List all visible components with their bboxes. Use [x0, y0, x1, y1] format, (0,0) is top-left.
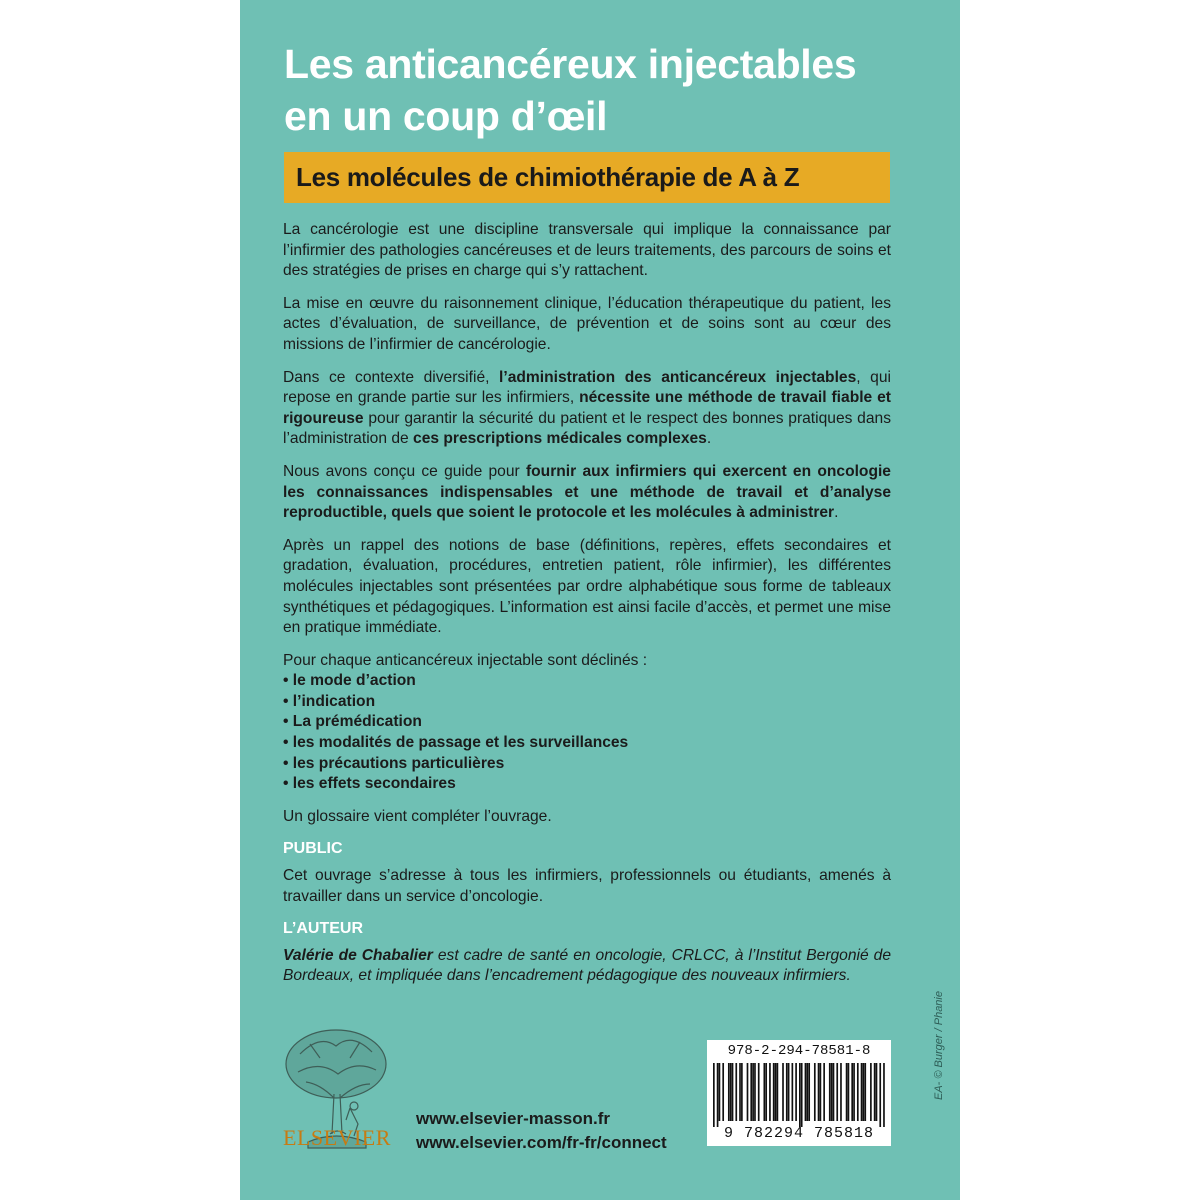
paragraph-2: La mise en œuvre du raisonnement clinique, l’éducation thérapeutique du patient, les actes d’évaluation, de surveillance, de prévention et de soins sont au cœur des missions de l’infirmier de cancérologie.: [283, 294, 891, 353]
barcode-bar: [763, 1063, 765, 1121]
barcode-bar: [820, 1063, 822, 1121]
barcode-bar: [836, 1063, 838, 1121]
book-title: [284, 38, 924, 142]
book-title-line1: Les anticancéreux injectables: [284, 41, 857, 87]
barcode-bar: [876, 1063, 878, 1121]
barcode-bar: [732, 1063, 734, 1121]
subtitle-band: [284, 152, 890, 203]
barcode-bar: [823, 1063, 825, 1121]
barcode-bar: [883, 1063, 885, 1127]
barcode-bar: [864, 1063, 866, 1121]
author-name: Valérie de Chabalier: [283, 946, 433, 964]
description: [283, 220, 891, 999]
paragraph-5: Après un rappel des notions de base (définitions, repères, effets secondaires et gradation, évaluation, procédures, entretien patient, rôle infirmier), les différentes molécules injectables sont présentées par ordre alphabétique sous forme de tableaux synthétiques et pédagogiques. L’information est ainsi facile d’accès, et permet une mise en pratique immédiate.: [283, 536, 891, 637]
feature-list: [283, 671, 891, 795]
list-intro: Pour chaque anticancéreux injectable sont déclinés :: [283, 651, 648, 669]
barcode-bar: [829, 1063, 831, 1121]
barcode-bar: [808, 1063, 810, 1121]
barcode-bar: [754, 1063, 756, 1121]
barcode-bar: [848, 1063, 850, 1121]
barcode-bar: [799, 1063, 801, 1127]
glossary-note: Un glossaire vient compléter l’ouvrage.: [283, 807, 552, 825]
book-subtitle: Les molécules de chimiothérapie de A à Z: [296, 162, 800, 192]
barcode-bar: [717, 1063, 719, 1127]
barcode-bar: [851, 1063, 853, 1121]
list-item: • les effets secondaires: [283, 775, 456, 793]
barcode-bar: [792, 1063, 794, 1121]
barcode-bar: [805, 1063, 807, 1121]
barcode-bar: [863, 1063, 865, 1121]
url-link[interactable]: www.elsevier.com/fr-fr/connect: [416, 1133, 667, 1152]
barcode-bar: [722, 1063, 724, 1121]
barcode-bar: [782, 1063, 784, 1121]
barcode-bar: [831, 1063, 833, 1121]
list-item: • l’indication: [283, 692, 376, 710]
text-run: Nous avons conçu ce guide pour: [283, 462, 526, 480]
isbn-number: 978-2-294-78581-8: [727, 1043, 871, 1059]
barcode-bar: [750, 1063, 752, 1121]
barcode-bar: [861, 1063, 863, 1121]
paragraph-4: [283, 462, 891, 524]
barcode-bar: [713, 1063, 715, 1127]
barcode-bar: [879, 1063, 881, 1127]
list-item: • La prémédication: [283, 713, 422, 731]
author-heading: L’AUTEUR: [283, 920, 363, 938]
author-text: [283, 946, 891, 987]
barcode-bar: [801, 1063, 803, 1127]
barcode: [707, 1040, 891, 1146]
barcode-bar: [769, 1063, 771, 1121]
barcode-bar: [752, 1063, 754, 1121]
list-item: • le mode d’action: [283, 672, 416, 690]
text-run: , qui repose en grande partie sur les infirmiers,: [283, 368, 891, 407]
barcode-bar: [833, 1063, 835, 1121]
paragraph-3: [283, 368, 891, 450]
barcode-bar: [765, 1063, 767, 1121]
barcode-bar: [788, 1063, 790, 1121]
barcode-bar: [739, 1063, 741, 1121]
barcode-bar: [874, 1063, 876, 1121]
public-heading: PUBLIC: [283, 840, 343, 858]
photo-credit: EA- © Burger / Phanie: [933, 991, 945, 1100]
barcode-bar: [846, 1063, 848, 1121]
barcode-bar: [758, 1063, 760, 1121]
list-item: • les précautions particulières: [283, 754, 505, 772]
barcode-bar: [786, 1063, 788, 1121]
author-bio: est cadre de santé en oncologie, CRLCC, à l’Institut Bergonié de Bordeaux, et impliquée dans l’encadrement pédagogique des nouveaux infirmiers.: [283, 946, 892, 985]
barcode-bar: [741, 1063, 743, 1121]
barcode-bar: [773, 1063, 775, 1121]
barcode-bar: [814, 1063, 816, 1121]
barcode-bar: [735, 1063, 737, 1121]
text-run: .: [706, 430, 712, 448]
bold-run: ces prescriptions médicales complexes: [413, 430, 707, 448]
barcode-bar: [853, 1063, 855, 1121]
barcode-bar: [857, 1063, 859, 1121]
barcode-bar: [840, 1063, 842, 1121]
barcode-bar: [818, 1063, 820, 1121]
back-cover: [240, 0, 960, 1200]
bold-run: nécessite une méthode de travail fiable et rigoureuse: [283, 389, 891, 427]
barcode-bar: [795, 1063, 797, 1121]
publisher-urls: [416, 1107, 667, 1155]
elsevier-wordmark: ELSEVIER: [283, 1125, 391, 1150]
paragraph-1: La cancérologie est une discipline transversale qui implique la connaissance par l’infirmier des pathologies cancéreuses et de leurs traitements, des parcours de soins et des stratégies de prises en charge qui s’y rattachent.: [283, 221, 891, 280]
public-text: Cet ouvrage s’adresse à tous les infirmiers, professionnels ou étudiants, amenés à travailler dans un service d’oncologie.: [283, 867, 891, 905]
barcode-bars: [713, 1063, 885, 1127]
barcode-bar: [719, 1063, 721, 1121]
bold-run: fournir aux infirmiers qui exercent en oncologie les connaissances indispensables et une méthode de travail et d’analyse reproductible, quels que soient le protocole et les molécules à administrer: [283, 462, 891, 522]
barcode-bar: [730, 1063, 732, 1121]
text-run: .: [834, 504, 839, 522]
barcode-bar: [747, 1063, 749, 1121]
text-run: Dans ce contexte diversifié,: [283, 368, 500, 386]
book-title-line2: en un coup d’œil: [284, 93, 608, 139]
url-link[interactable]: www.elsevier-masson.fr: [416, 1109, 611, 1128]
list-item: • les modalités de passage et les surveillances: [283, 734, 629, 752]
barcode-bar: [728, 1063, 730, 1121]
bold-run: l’administration des anticancéreux injectables: [499, 368, 857, 386]
ean-number: 9 782294 785818: [723, 1125, 875, 1142]
barcode-bar: [775, 1063, 777, 1121]
text-run: pour garantir la sécurité du patient et le respect des bonnes pratiques dans l’administration de: [283, 409, 891, 448]
barcode-bar: [806, 1063, 808, 1121]
barcode-bar: [870, 1063, 872, 1121]
barcode-bar: [777, 1063, 779, 1121]
